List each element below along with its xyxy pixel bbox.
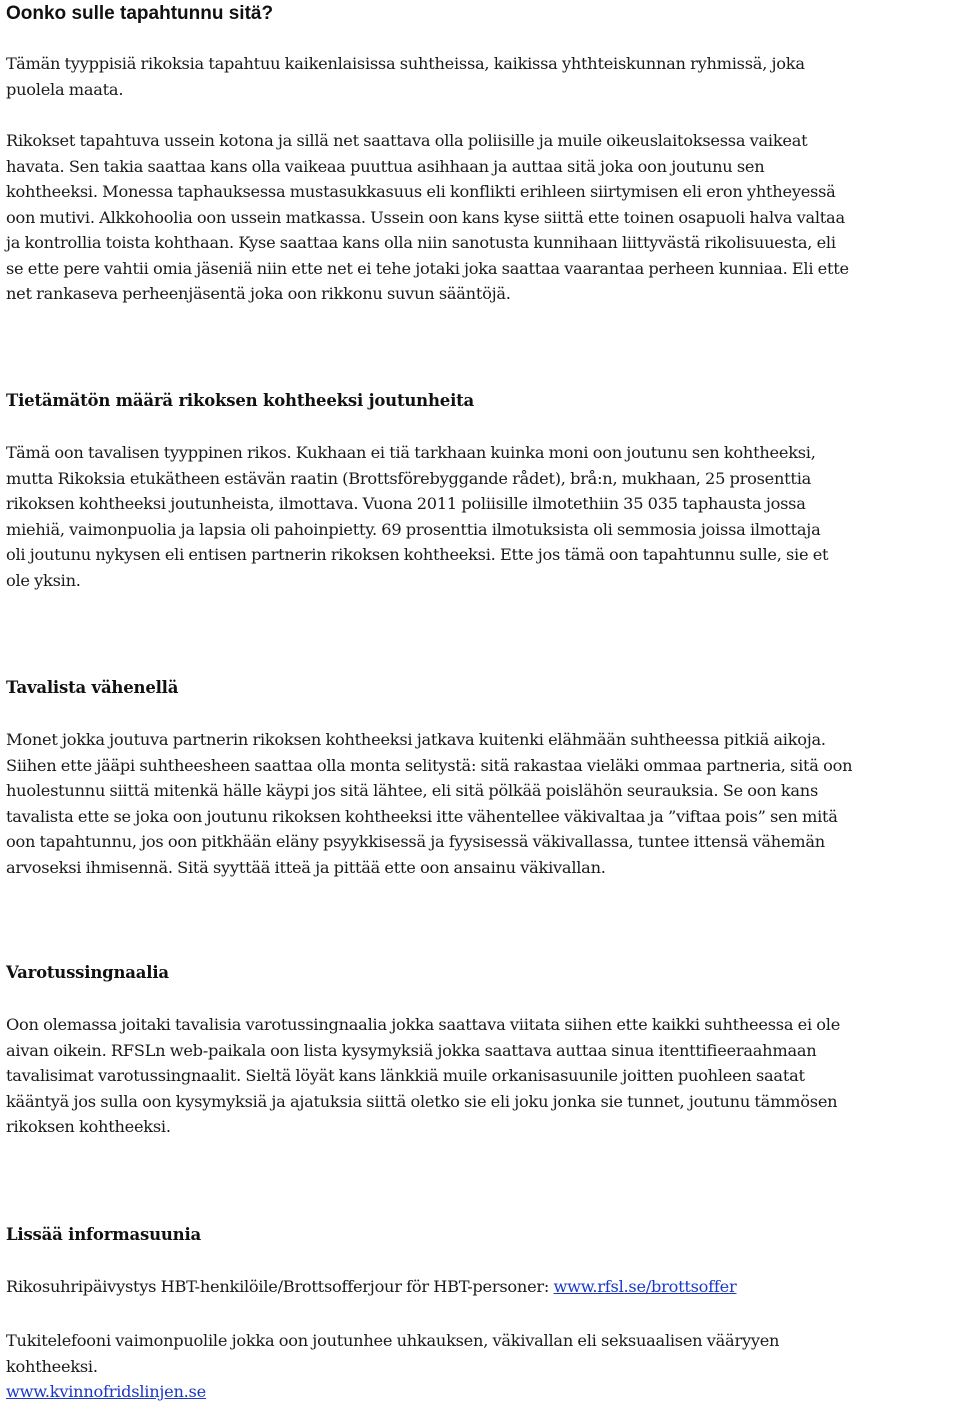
warning-signals-heading: Varotussingnaalia bbox=[6, 963, 169, 982]
more-information-heading: Lissää informasuunia bbox=[6, 1225, 202, 1244]
support-phone-paragraph: Tukitelefooni vaimonpuolile jokka oon joutunhee uhkauksen, väkivallan eli seksuaalisen vääryyen kohtheeksi. bbox=[6, 1331, 780, 1376]
common-minimizing-heading: Tavalista vähenellä bbox=[6, 678, 179, 697]
document-title: Oonko sulle tapahtunnu sitä? bbox=[6, 3, 274, 24]
intro-paragraph: Tämän tyyppisiä rikoksia tapahtuu kaikenlaisissa suhtheissa, kaikissa yhthteiskunnan ryhmissä, joka puolela maata. bbox=[6, 54, 805, 99]
rfsl-info-text: Rikosuhripäivystys HBT-henkilöile/Brottsofferjour för HBT-personer: bbox=[6, 1277, 554, 1296]
common-minimizing-paragraph: Monet jokka joutuva partnerin rikoksen kohtheeksi jatkava kuitenki elähmään suhtheessa pitkiä aikoja. Siihen ette jääpi suhtheesheen saattaa olla monta selitystä: sitä rakastaa vieläki ommaa partneria, sitä oon huolestunnu siittä mitenkä hälle käypi jos sitä lähtee, eli sitä pölkää poislähön seurauksia. Se oon kans tavalista ette se joka oon joutunu rikoksen kohtheeksi itte vähentellee väkivaltaa ja ”viftaa pois” sen mitä oon tapahtunnu, jos oon pitkhään eläny psyykkisessä ja fyysisessä väkivallassa, tuntee ittensä vähemän arvoseksi ihmisennä. Sitä syyttää itteä ja pittää ette oon ansainu väkivallan. bbox=[6, 730, 853, 877]
rfsl-link[interactable]: www.rfsl.se/brottsoffer bbox=[553, 1277, 737, 1296]
kvinnofrid-link-line bbox=[6, 1379, 206, 1405]
crime-context-paragraph: Rikokset tapahtuva ussein kotona ja sillä net saattava olla poliisille ja muile oikeuslaitoksessa vaikeat havata. Sen takia saattaa kans olla vaikeaa puuttua asihhaan ja auttaa sitä joka oon joutunu sen kohtheeksi. Monessa taphauksessa mustasukkasuus eli konflikti erihleen siirtymisen eli eron yhtheyessä oon mutivi. Alkkohoolia oon ussein matkassa. Ussein oon kans kyse siittä ette toinen osapuoli halva valtaa ja kontrollia toista kohthaan. Kyse saattaa kans olla niin sanotusta kunnihaan liittyvästä rikolisuuesta, eli se ette pere vahtii omia jäseniä niin ette net ei tehe jotaki joka saattaa vaarantaa perheen kunniaa. Eli ette net rankaseva perheenjäsentä joka oon rikkonu suvun sääntöjä. bbox=[6, 131, 849, 303]
warning-signals-paragraph: Oon olemassa joitaki tavalisia varotussingnaalia jokka saattava viitata siihen ette kaikki suhtheessa ei ole aivan oikein. RFSLn web-paikala oon lista kysymyksiä jokka saattava auttaa sinua itenttifieeraahmaan tavalisimat varotussingnaalit. Sieltä löyät kans länkkiä muile orkanisasuunile joitten puohleen saatat kääntyä jos sulla oon kysymyksiä ja ajatuksia siittä oletko sie eli joku jonka sie tunnet, joutunu tämmösen rikoksen kohtheeksi. bbox=[6, 1015, 841, 1136]
unknown-victims-heading: Tietämätön määrä rikoksen kohtheeksi joutunheita bbox=[6, 391, 475, 410]
rfsl-info-line bbox=[6, 1274, 736, 1300]
unknown-victims-paragraph: Tämä oon tavalisen tyyppinen rikos. Kukhaan ei tiä tarkhaan kuinka moni oon joutunu sen kohtheeksi, mutta Rikoksia etukätheen estävän raatin (Brottsförebyggande rådet), brå:n, mukhaan, 25 prosenttia rikoksen kohtheeksi joutunheista, ilmottava. Vuona 2011 poliisille ilmotethiin 35 035 taphausta jossa miehiä, vaimonpuolia ja lapsia oli pahoinpietty. 69 prosenttia ilmotuksista oli semmosia joissa ilmottaja oli joutunu nykysen eli entisen partnerin rikoksen kohtheeksi. Ette jos tämä oon tapahtunnu sulle, sie et ole yksin. bbox=[6, 443, 829, 590]
kvinnofrid-link[interactable]: www.kvinnofridslinjen.se bbox=[6, 1382, 206, 1401]
